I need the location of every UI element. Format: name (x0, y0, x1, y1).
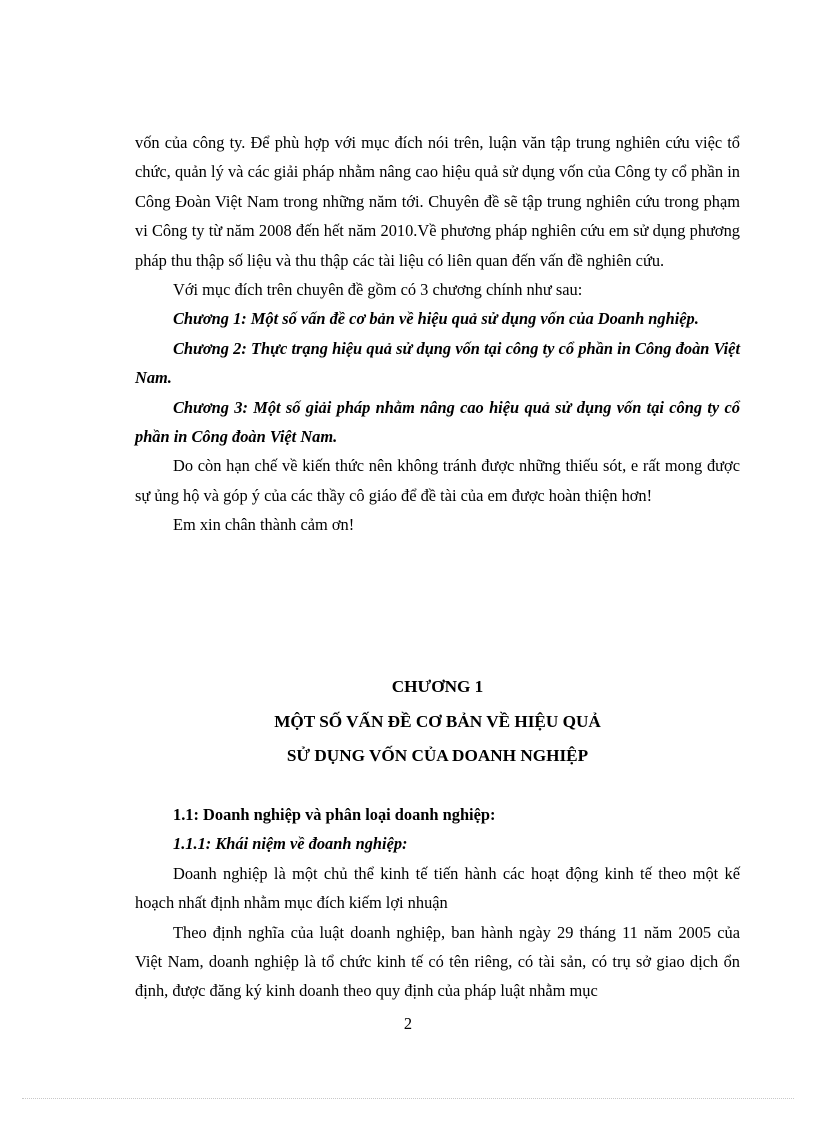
intro-paragraph-1: vốn của công ty. Để phù hợp với mục đích nói trên, luận văn tập trung nghiên cứu việc tổ chức, quản lý và các giải pháp nhằm nâng cao hiệu quả sử dụng vốn của Công ty cổ phần in Công Đoàn Việt Nam trong những năm tới. Chuyên đề sẽ tập trung nghiên cứu trong phạm vi Công ty từ năm 2008 đến hết năm 2010.Về phương pháp nghiên cứu em sử dụng phương pháp thu thập số liệu và thu thập các tài liệu có liên quan đến vấn đề nghiên cứu. (135, 133, 740, 270)
chapter-number: CHƯƠNG 1 (391, 677, 484, 696)
section-paragraph-1: Doanh nghiệp là một chủ thể kinh tế tiến hành các hoạt động kinh tế theo một kế hoạch nhất định nhằm mục đích kiếm lợi nhuận (135, 863, 740, 913)
section-body (135, 800, 740, 1006)
chapter-3-summary: Chương 3: Một số giải pháp nhằm nâng cao hiệu quả sử dụng vốn tại công ty cổ phần in Công đoàn Việt Nam. (135, 397, 740, 447)
page-number: 2 (403, 1014, 413, 1033)
intro-body (135, 128, 740, 540)
chapter-heading (135, 670, 740, 774)
chapter-title-line-1: MỘT SỐ VẤN ĐỀ CƠ BẢN VỀ HIỆU QUẢ (274, 711, 601, 731)
page-bottom-divider (22, 1098, 794, 1099)
chapter-1-summary: Chương 1: Một số vấn đề cơ bản về hiệu quả sử dụng vốn của Doanh nghiệp. (173, 309, 699, 329)
intro-paragraph-2: Với mục đích trên chuyên đề gồm có 3 chương chính như sau: (173, 280, 583, 300)
chapter-title-line-2: SỬ DỤNG VỐN CỦA DOANH NGHIỆP (286, 746, 589, 765)
chapter-2-summary: Chương 2: Thực trạng hiệu quả sử dụng vốn tại công ty cổ phần in Công đoàn Việt Nam. (135, 338, 740, 388)
intro-paragraph-3: Do còn hạn chế về kiến thức nên không tránh được những thiếu sót, e rất mong được sự ủng hộ và góp ý của các thầy cô giáo để đề tài của em được hoàn thiện hơn! (135, 456, 740, 505)
section-heading-1-1: 1.1: Doanh nghiệp và phân loại doanh nghiệp: (173, 805, 496, 824)
intro-paragraph-4: Em xin chân thành cảm ơn! (173, 515, 355, 535)
section-heading-1-1-1: 1.1.1: Khái niệm về đoanh nghiệp: (173, 834, 408, 854)
section-paragraph-2: Theo định nghĩa của luật doanh nghiệp, ban hành ngày 29 tháng 11 năm 2005 của Việt Nam, doanh nghiệp là tổ chức kinh tế có tên riêng, có tài sản, có trụ sở giao dịch ổn định, được đăng ký kinh doanh theo quy định của pháp luật nhằm mục (135, 922, 740, 1001)
